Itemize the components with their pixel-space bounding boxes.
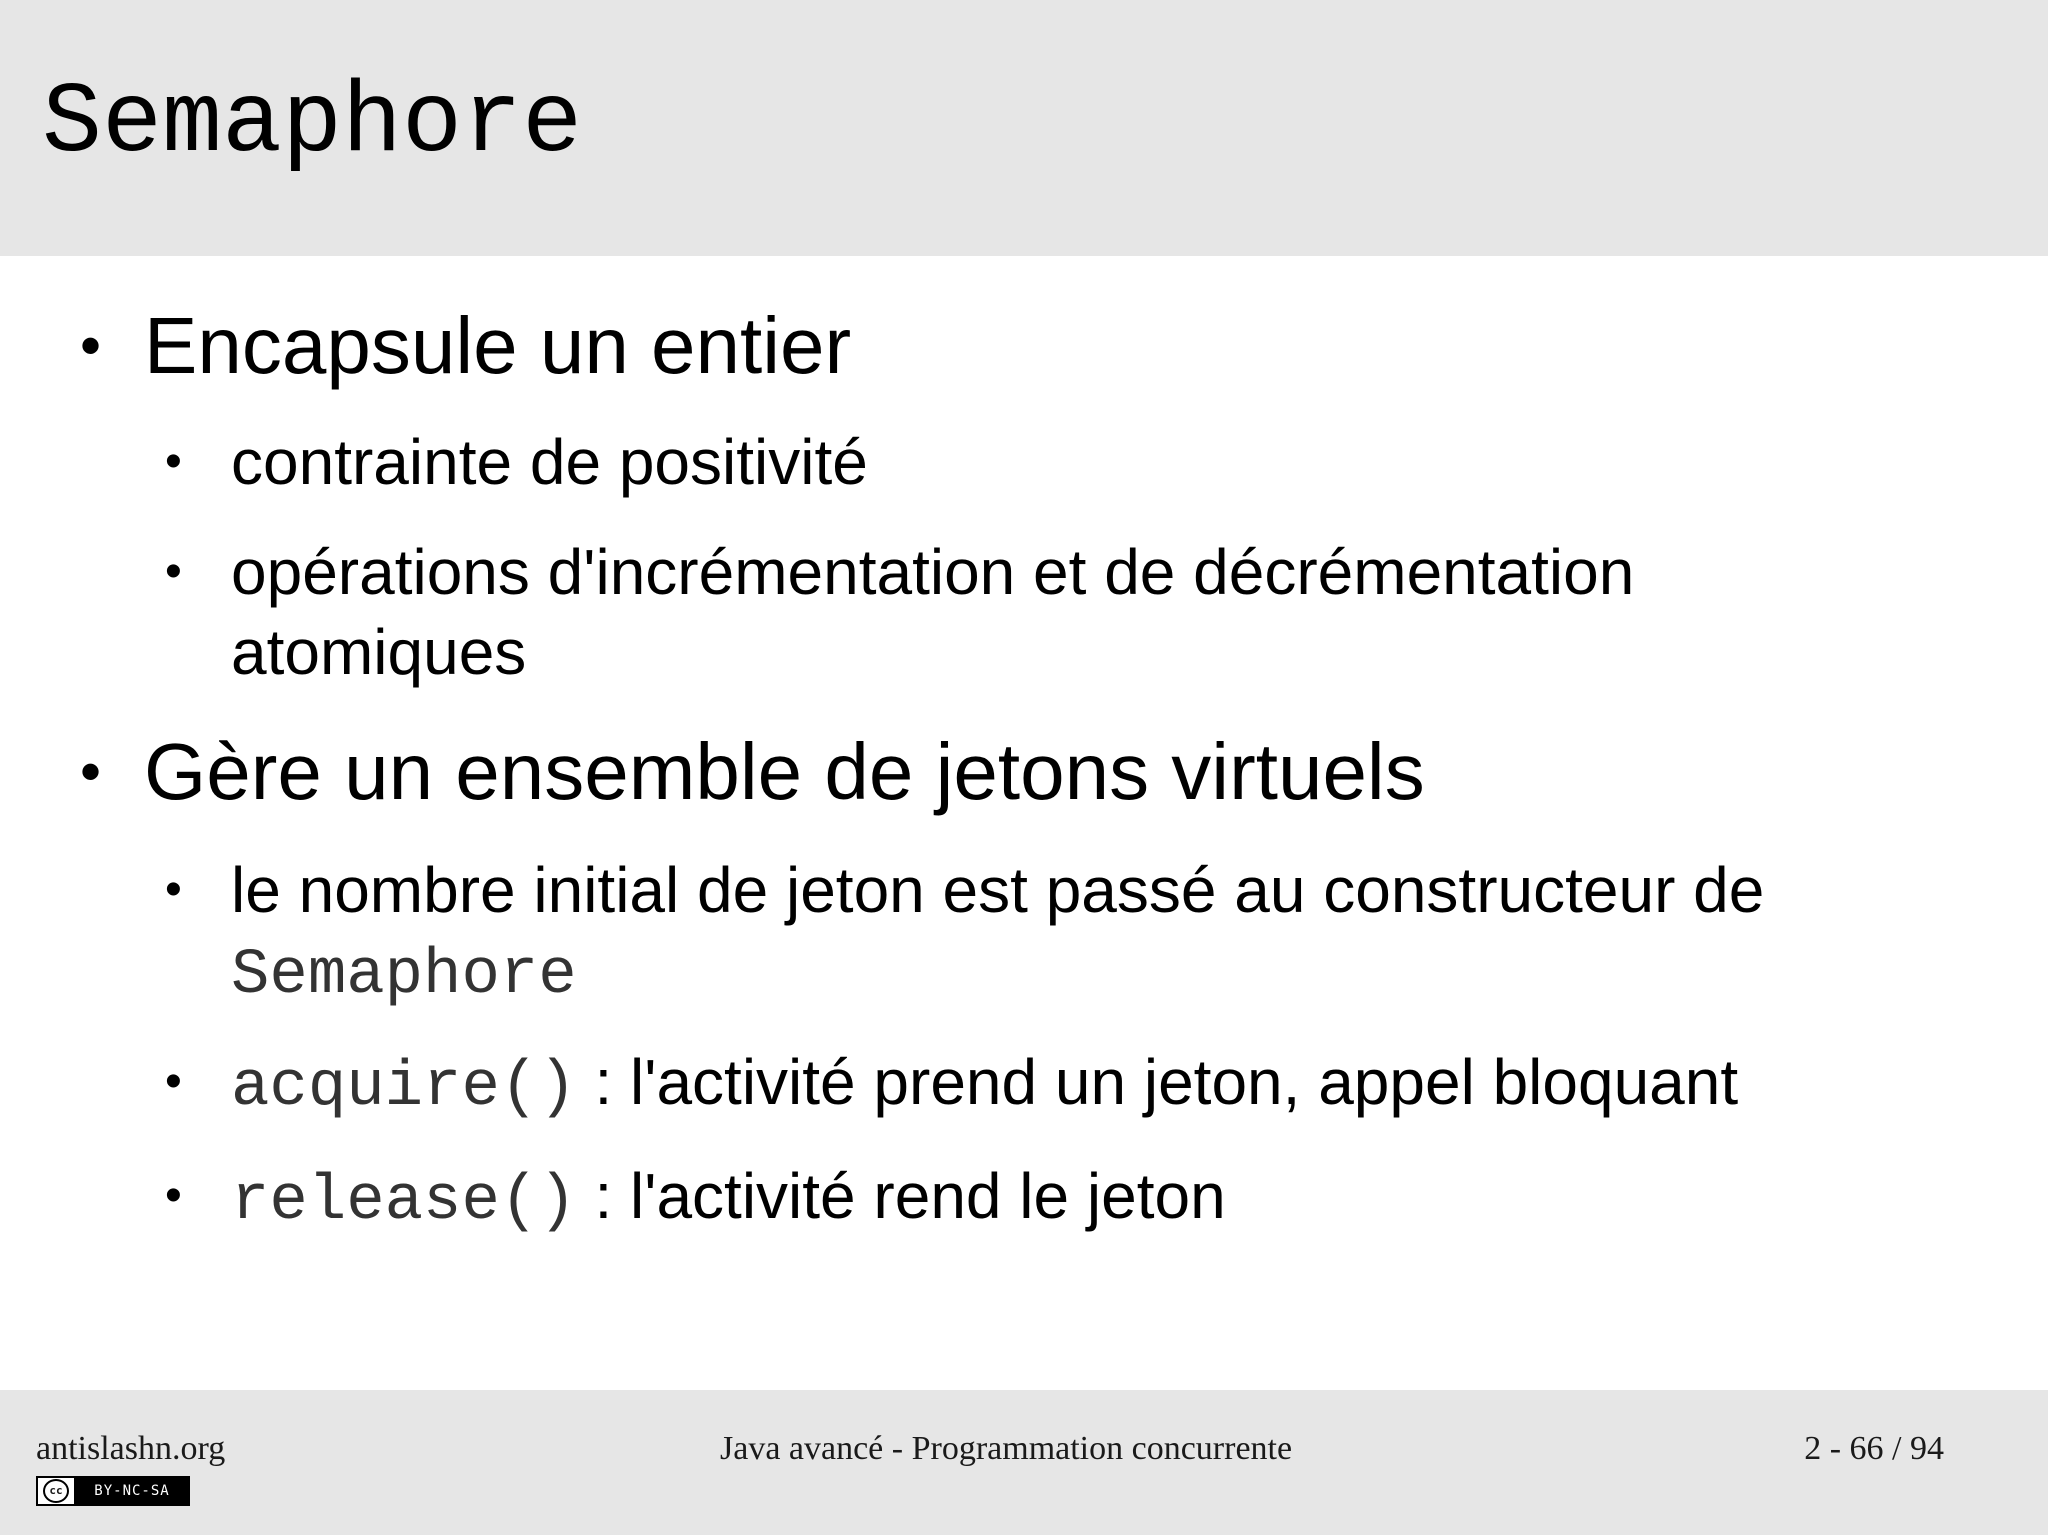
sub-bullet-operations — [165, 532, 1635, 692]
creative-commons-icon — [38, 1478, 76, 1504]
license-text: BY-NC-SA — [76, 1478, 188, 1504]
sub-bullet-acquire — [165, 1042, 1739, 1128]
bullet-text: contrainte de positivité — [231, 426, 868, 498]
bullet-text: Gère un ensemble de jetons virtuels — [144, 727, 1425, 816]
bullet-text: Encapsule un entier — [144, 301, 852, 390]
footer-course-title: Java avancé - Programmation concurrente — [720, 1430, 1293, 1467]
sub-bullet-release — [165, 1156, 1226, 1242]
code-release: release() — [231, 1166, 577, 1238]
code-semaphore: Semaphore — [231, 940, 577, 1012]
bullet-dot: • — [80, 738, 102, 805]
bullet-jetons — [80, 726, 1425, 818]
bullet-encapsule — [80, 300, 852, 392]
slide-footer — [0, 1390, 2048, 1535]
bullet-text-line1: opérations d'incrémentation et de décrémentation — [231, 536, 1635, 608]
bullet-dot: • — [165, 863, 182, 916]
bullet-dot: • — [165, 545, 182, 598]
bullet-text: : l'activité prend un jeton, appel bloquant — [576, 1046, 1739, 1118]
sub-bullet-positivite — [165, 422, 868, 502]
license-badge — [36, 1476, 190, 1506]
bullet-text-line2: atomiques — [231, 616, 527, 688]
bullet-text: : l'activité rend le jeton — [576, 1160, 1226, 1232]
footer-site: antislashn.org — [36, 1430, 226, 1467]
cc-logo-text: cc — [43, 1479, 69, 1503]
bullet-dot: • — [165, 1055, 182, 1108]
slide-title: Semaphore — [42, 68, 583, 181]
code-acquire: acquire() — [231, 1052, 577, 1124]
bullet-dot: • — [80, 312, 102, 379]
bullet-text-line1: le nombre initial de jeton est passé au constructeur de — [231, 854, 1765, 926]
bullet-dot: • — [165, 435, 182, 488]
sub-bullet-nombre-initial — [165, 850, 1765, 1016]
footer-page-number: 2 - 66 / 94 — [1804, 1430, 1944, 1467]
bullet-dot: • — [165, 1169, 182, 1222]
slide-header — [0, 0, 2048, 256]
